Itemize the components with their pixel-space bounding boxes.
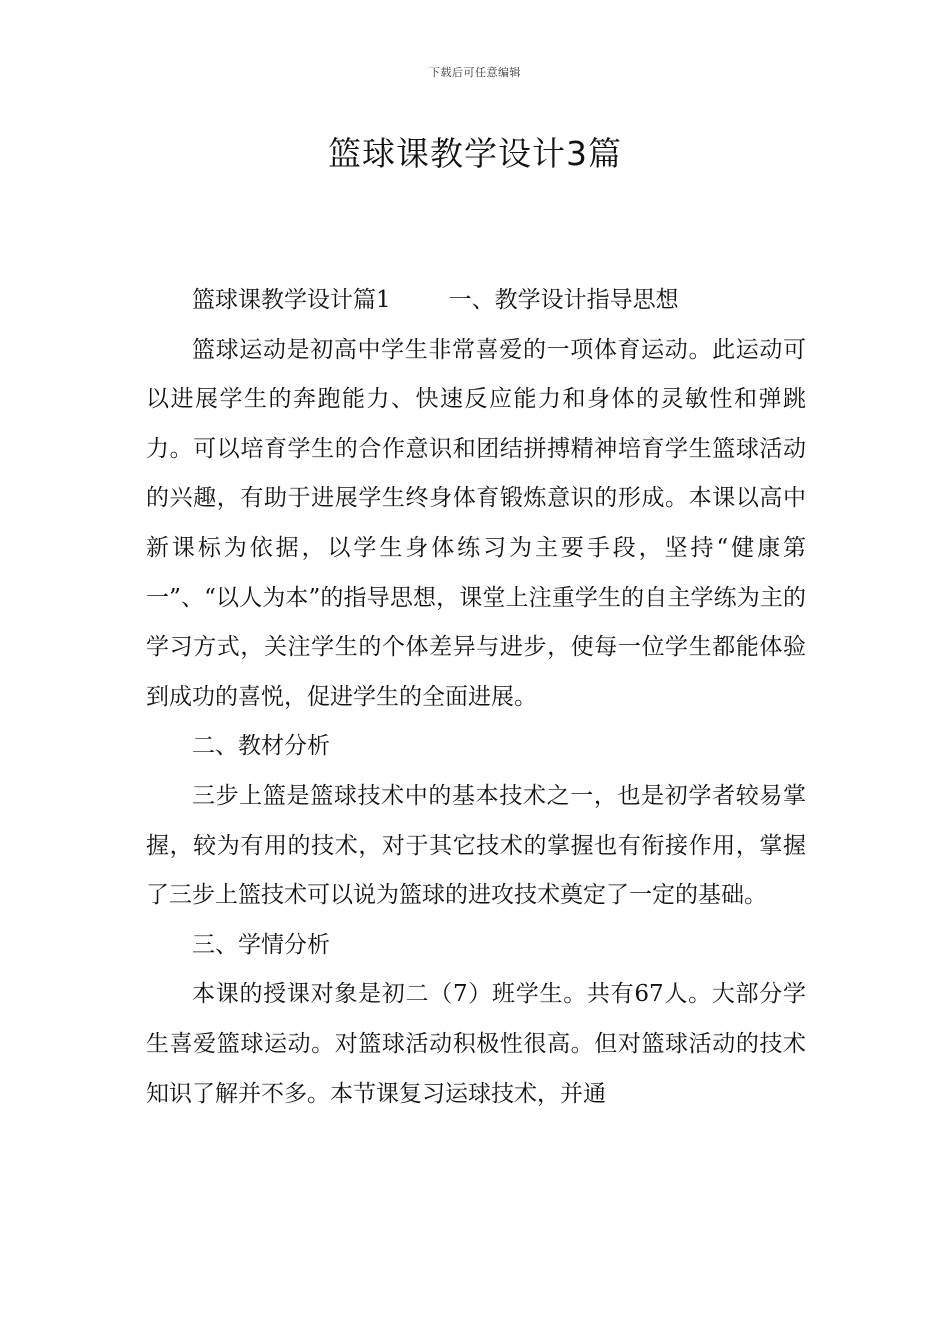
paragraph-guiding-thought: 篮球运动是初高中学生非常喜爱的一项体育运动。此运动可以进展学生的奔跑能力、快速反应能力和身体的灵敏性和弹跳力。可以培育学生的合作意识和团结拼搏精神培育学生篮球活动的兴趣，有助于进展学生终身体育锻炼意识的形成。本课以高中新课标为依据，以学生身体练习为主要手段，坚持“健康第一”、“以人为本”的指导思想，课堂上注重学生的自主学练为主的学习方式，关注学生的个体差异与进步，使每一位学生都能体验到成功的喜悦，促进学生的全面进展。 <box>146 336 806 710</box>
header-note: 下载后可任意编辑 <box>429 66 521 79</box>
document-body <box>146 276 806 1119</box>
section-heading-1: 一、教学设计指导思想 <box>448 287 679 313</box>
article-label: 篮球课教学设计篇1 <box>192 287 391 313</box>
document-title: 篮球课教学设计3篇 <box>328 134 622 173</box>
section-heading-2: 二、教材分析 <box>192 733 330 760</box>
paragraph-student-analysis: 本课的授课对象是初二（7）班学生。共有67人。大部分学生喜爱篮球运动。对篮球活动积极性很高。但对篮球活动的技术知识了解并不多。本节课复习运球技术，并通 <box>146 981 806 1107</box>
paragraph-material-analysis: 三步上篮是篮球技术中的基本技术之一，也是初学者较易掌握，较为有用的技术，对于其它技术的掌握也有衔接作用，掌握了三步上篮技术可以说为篮球的进攻技术奠定了一定的基础。 <box>146 782 806 909</box>
section-heading-3: 三、学情分析 <box>192 931 330 958</box>
section-heading-line <box>146 276 806 326</box>
